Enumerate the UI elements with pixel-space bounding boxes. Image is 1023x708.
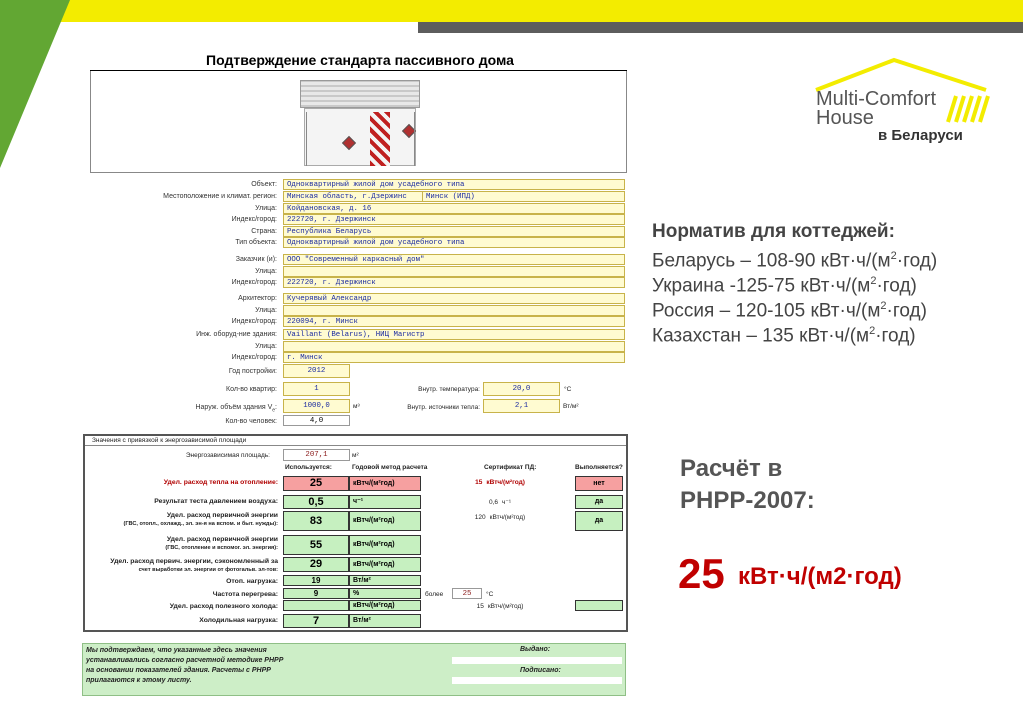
col-used: Используется: — [285, 464, 332, 471]
result-label-sub: счет выработки эл. энергии от фотогальв. эл-тов: — [138, 567, 278, 573]
result-label — [88, 497, 278, 506]
result-label-sub: (ГВС, отопление и вспомог. эл. энергия): — [165, 545, 278, 551]
result-label-main: Удел. расход первич. энергии, сэкономленный за — [110, 558, 278, 565]
result-unit: кВтч/(м²год) — [349, 511, 421, 531]
norm-end: ·год) — [875, 325, 916, 347]
people-field[interactable]: 4,0 — [283, 415, 350, 426]
field-label: Страна: — [251, 228, 277, 235]
col-method: Годовой метод расчета — [352, 464, 428, 471]
result-label-main: Результат теста давлением воздуха: — [154, 498, 278, 505]
cert-number: 15 — [475, 479, 483, 486]
year-field[interactable]: 2012 — [283, 364, 350, 378]
people-label: Кол-во человек: — [225, 418, 277, 425]
cert-unit: кВтч/(м²год) — [487, 603, 524, 610]
result-value: 7 — [283, 614, 349, 628]
field-input[interactable] — [283, 305, 625, 316]
norm-text: Украина -125-75 кВт·ч/(м — [652, 275, 871, 297]
norms-title: Норматив для коттеджей: — [652, 221, 895, 242]
result-unit: % — [349, 588, 421, 599]
field-label: Инж. оборуд-ние здания: — [196, 331, 277, 338]
house-pillar — [414, 112, 415, 166]
results-header: Значения с привязкой к энергозависимой площади — [92, 437, 247, 444]
result-unit: кВтч/(м²год) — [349, 600, 421, 611]
field-label: Улица: — [255, 307, 277, 314]
result-unit: ч⁻¹ — [349, 495, 421, 509]
more-label: более — [425, 591, 444, 598]
field-label: Индекс/город: — [231, 318, 277, 325]
area-unit: м² — [352, 452, 359, 459]
field-input[interactable]: 220094, г. Минск — [283, 316, 625, 327]
result-value — [283, 600, 349, 611]
result-value: 19 — [283, 575, 349, 586]
calc-unit: кВт·ч/(м2·год) — [738, 563, 902, 590]
norm-item — [652, 319, 916, 348]
norm-text: Беларусь – 108-90 кВт·ч/(м — [652, 250, 891, 272]
result-value: 55 — [283, 535, 349, 555]
signed-label: Подписано: — [520, 667, 561, 674]
field-input[interactable]: ООО "Современный каркасный дом" — [283, 254, 625, 265]
result-label — [88, 535, 278, 553]
house-wall — [304, 108, 416, 166]
result-label — [88, 478, 278, 487]
field-label: Объект: — [251, 181, 277, 188]
result-label-main: Удел. расход тепла на отопление: — [163, 479, 278, 486]
top-gray-bar — [418, 22, 1023, 33]
more-unit: °С — [486, 591, 494, 598]
volume-label: Наруж. объём здания $V_e$: — [195, 404, 277, 414]
field-input[interactable]: Минская область, г.Дзержинс — [283, 191, 625, 202]
confirm-text: Мы подтверждаем, что указанные здесь значения устанавливались согласно расчетной методике PHPP на основании показателей здания. Расчеты с PHPP прилагаются к этому листу. — [86, 647, 284, 684]
result-label-sub: (ГВС, отопл., охлажд., эл. эн-я на вспом. и быт. нужды): — [123, 521, 278, 527]
field-input[interactable]: Койдановская, д. 16 — [283, 203, 625, 214]
cert-unit: кВтч/(м²год) — [489, 514, 526, 521]
norm-end: ·год) — [876, 275, 917, 297]
field-label: Тип объекта: — [235, 239, 277, 246]
cert-unit: кВтч/(м²год) — [486, 479, 525, 486]
result-label-main: Отоп. нагрузка: — [226, 578, 278, 585]
compliance-badge: да — [575, 495, 623, 509]
col-cert: Сертификат ПД: — [484, 464, 537, 471]
issued-label: Выдано: — [520, 646, 551, 653]
volume-field[interactable]: 1000,0 — [283, 399, 350, 413]
area-field[interactable]: 207,1 — [283, 449, 350, 461]
field-label: Улица: — [255, 268, 277, 275]
temp-unit: °С — [564, 386, 572, 393]
cert-number: 0,6 — [488, 499, 499, 506]
field-input[interactable]: г. Минск — [283, 352, 625, 363]
result-label — [88, 590, 278, 599]
heat-label: Внутр. источники тепла: — [407, 404, 480, 411]
area-label: Энергозависимая площадь: — [185, 452, 270, 459]
result-unit: кВтч/(м²год) — [349, 476, 421, 491]
document-title: Подтверждение стандарта пассивного дома — [206, 52, 514, 68]
issued-field[interactable] — [452, 657, 622, 664]
field-input[interactable] — [283, 341, 625, 352]
field-label: Улица: — [255, 205, 277, 212]
house-pillar — [306, 112, 307, 166]
field-input[interactable]: 222720, г. Дзержинск — [283, 277, 625, 288]
field-input[interactable]: Одноквартирный жилой дом усадебного типа — [283, 179, 625, 190]
norm-end: ·год) — [896, 250, 938, 272]
norm-text: Россия – 120-105 кВт·ч/(м — [652, 300, 881, 322]
heat-unit: Вт/м² — [563, 403, 579, 410]
house-roof — [300, 80, 420, 108]
more-field[interactable]: 25 — [452, 588, 482, 599]
result-value: 9 — [283, 588, 349, 599]
norm-sup: 2 — [880, 300, 887, 312]
result-label — [88, 557, 278, 575]
field-input[interactable]: Одноквартирный жилой дом усадебного типа — [283, 237, 625, 248]
cert-value — [460, 603, 540, 610]
cert-value — [460, 479, 540, 486]
result-label — [88, 577, 278, 586]
norm-end: ·год) — [886, 300, 927, 322]
norm-text: Казахстан – 135 кВт·ч/(м — [652, 325, 870, 347]
compliance-badge — [575, 600, 623, 611]
result-label-main: Удел. расход полезного холода: — [169, 603, 278, 610]
result-value: 0,5 — [283, 495, 349, 509]
field-input[interactable]: Республика Беларусь — [283, 226, 625, 237]
norm-sup: 2 — [890, 250, 897, 262]
green-corner-accent — [0, 0, 70, 168]
field-input[interactable]: Vaillant (Belarus), НИЦ Магистр — [283, 329, 625, 340]
cert-value — [460, 498, 540, 506]
field-label: Индекс/город: — [231, 216, 277, 223]
norm-sup: 2 — [869, 325, 876, 337]
top-yellow-bar — [0, 0, 1023, 22]
col-ok: Выполняется? — [575, 464, 623, 471]
apts-field[interactable]: 1 — [283, 382, 350, 396]
result-label-main: Частота перегрева: — [212, 591, 278, 598]
result-label — [88, 616, 278, 625]
field-input[interactable]: Кучерявый Александр — [283, 293, 625, 304]
field-label: Архитектор: — [238, 295, 277, 302]
temp-field[interactable]: 20,0 — [483, 382, 560, 396]
field-input[interactable] — [283, 266, 625, 277]
result-value: 25 — [283, 476, 349, 491]
result-unit: Вт/м² — [349, 614, 421, 628]
logo-line1: Multi-Comfort — [816, 88, 937, 110]
cert-number: 15 — [476, 603, 484, 610]
year-label: Год постройки: — [228, 368, 277, 375]
volume-unit: м³ — [353, 403, 360, 410]
field-label: Индекс/город: — [231, 279, 277, 286]
signed-field[interactable] — [452, 677, 622, 684]
result-label — [88, 511, 278, 529]
calc-value: 25 — [678, 550, 725, 597]
result-value: 83 — [283, 511, 349, 531]
result-label-main: Удел. расход первичной энергии — [166, 536, 278, 543]
result-label-main: Холодильная нагрузка: — [199, 617, 278, 624]
field-label: Заказчик (и): — [235, 256, 277, 263]
result-unit: Вт/м² — [349, 575, 421, 586]
calc-title: Расчёт в PHPP-2007: — [680, 455, 815, 514]
house-ornament — [370, 112, 390, 166]
logo-line3: в Беларуси — [878, 127, 963, 144]
result-label-main: Удел. расход первичной энергии — [166, 512, 278, 519]
results-header-divider — [85, 445, 626, 446]
field-input[interactable]: 222720, г. Дзержинск — [283, 214, 625, 225]
result-value: 29 — [283, 557, 349, 572]
result-unit: кВтч/(м²год) — [349, 535, 421, 555]
field-label: Улица: — [255, 343, 277, 350]
compliance-badge: нет — [575, 476, 623, 491]
field-label: Местоположение и климат. регион: — [163, 193, 277, 200]
norm-sup: 2 — [870, 275, 877, 287]
apts-label: Кол-во квартир: — [226, 386, 277, 393]
heat-field[interactable]: 2,1 — [483, 399, 560, 413]
result-unit: кВтч/(м²год) — [349, 557, 421, 572]
field-input-region[interactable]: Минск (ИПД) — [422, 191, 625, 202]
cert-unit: ч⁻¹ — [502, 499, 512, 506]
cert-value — [460, 514, 540, 521]
field-label: Индекс/город: — [231, 354, 277, 361]
cert-number: 120 — [474, 514, 486, 521]
compliance-badge: да — [575, 511, 623, 531]
result-label — [88, 602, 278, 611]
temp-label: Внутр. температура: — [418, 386, 480, 393]
logo-line2: House — [816, 107, 874, 129]
